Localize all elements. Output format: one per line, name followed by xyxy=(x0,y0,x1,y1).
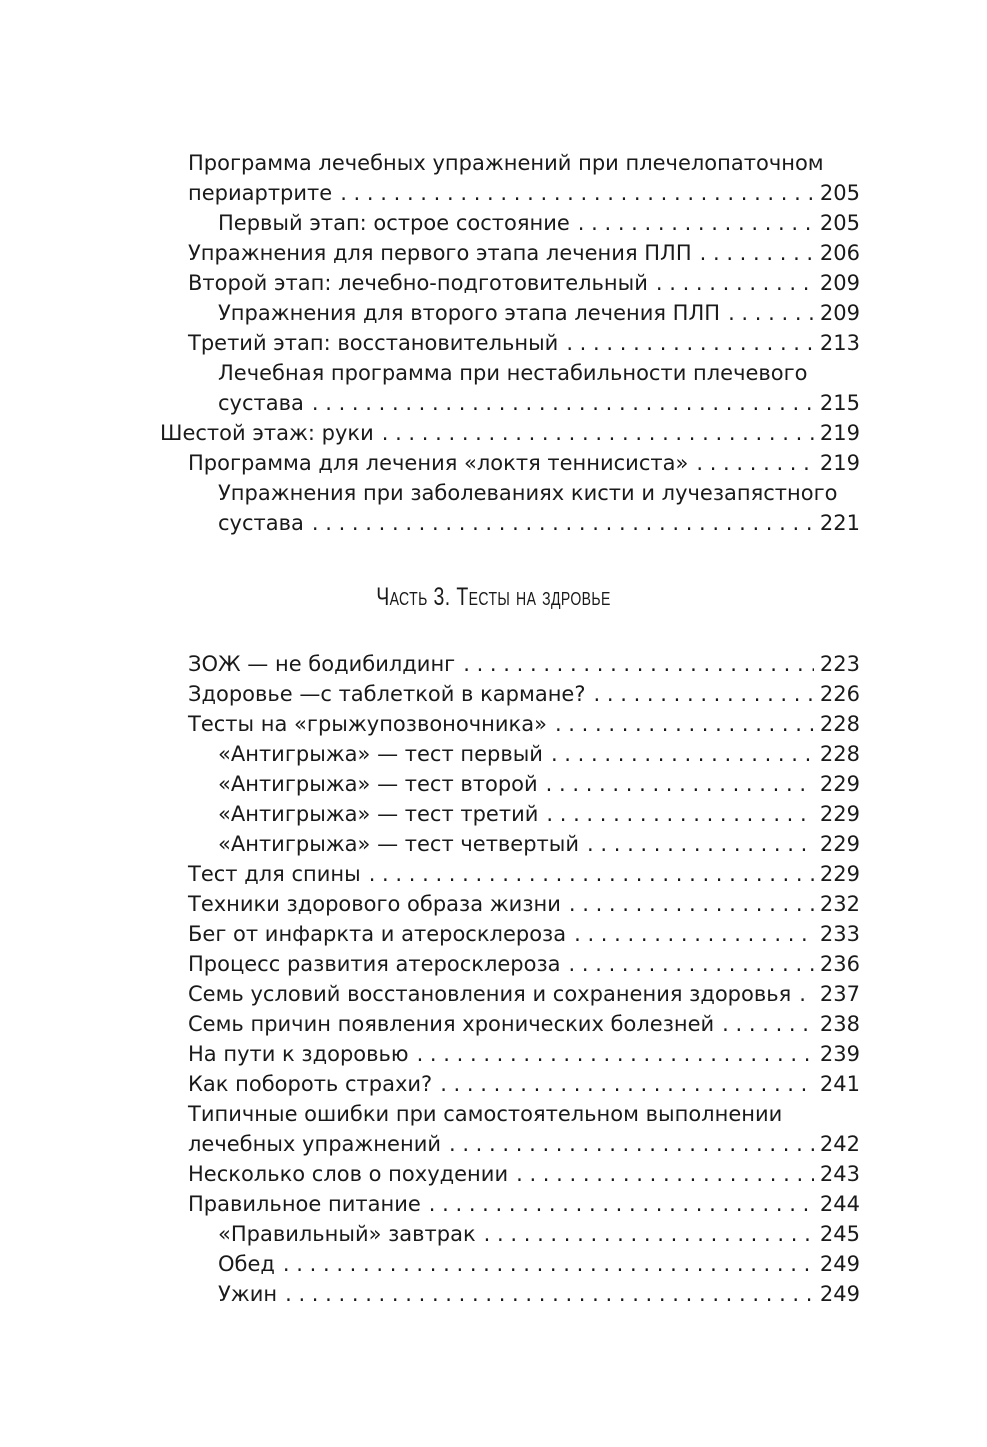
toc-entry-title: Упражнения для первого этапа лечения ПЛП xyxy=(188,241,692,265)
toc-entry xyxy=(160,418,860,448)
toc-entry-page-number: 223 xyxy=(819,652,860,676)
toc-section-bottom xyxy=(0,649,987,1309)
toc-entry-row xyxy=(188,1039,860,1069)
toc-entry-title: сустава xyxy=(218,391,304,415)
toc-entry-page-number: 215 xyxy=(819,391,860,415)
toc-entry-title: Процесс развития атеросклероза xyxy=(188,952,561,976)
toc-entry-page-number: 205 xyxy=(819,211,860,235)
toc-entry-row xyxy=(218,739,860,769)
toc-entry-title: Второй этап: лечебно-подготовительный xyxy=(188,271,648,295)
toc-entry xyxy=(188,148,860,208)
toc-entry-page-number: 245 xyxy=(819,1222,860,1246)
toc-entry-page-number: 249 xyxy=(819,1252,860,1276)
toc-entry xyxy=(188,1069,860,1099)
toc-entry-title: Третий этап: восстановительный xyxy=(188,331,559,355)
dot-leader xyxy=(587,829,814,859)
dot-leader xyxy=(656,268,814,298)
toc-entry xyxy=(218,1219,860,1249)
toc-entry-page-number: 209 xyxy=(819,301,860,325)
toc-entry-page-number: 205 xyxy=(819,181,860,205)
toc-entry-row xyxy=(188,178,860,208)
toc-entry-row xyxy=(188,1129,860,1159)
toc-entry-title: Ужин xyxy=(218,1282,278,1306)
toc-entry-page-number: 242 xyxy=(819,1132,860,1156)
toc-entry-page-number: 249 xyxy=(819,1282,860,1306)
dot-leader xyxy=(546,799,814,829)
dot-leader xyxy=(312,388,814,418)
toc-entry-row xyxy=(218,508,860,538)
toc-entry-row xyxy=(218,829,860,859)
toc-entry-row xyxy=(188,268,860,298)
toc-entry xyxy=(188,1159,860,1189)
toc-entry-title: Техники здорового образа жизни xyxy=(188,892,561,916)
toc-section-top xyxy=(0,148,987,538)
dot-leader xyxy=(463,649,814,679)
toc-entry-row xyxy=(188,859,860,889)
toc-entry xyxy=(188,889,860,919)
dot-leader xyxy=(283,1249,814,1279)
toc-entry-title: «Антигрыжа» — тест первый xyxy=(218,742,543,766)
toc-entry xyxy=(218,208,860,238)
toc-entry-row xyxy=(188,679,860,709)
toc-entry xyxy=(218,298,860,328)
toc-entry-row xyxy=(188,889,860,919)
toc-entry xyxy=(188,709,860,739)
dot-leader xyxy=(578,208,814,238)
toc-entry-page-number: 219 xyxy=(819,451,860,475)
toc-entry xyxy=(188,859,860,889)
toc-entry-page-number: 237 xyxy=(819,982,860,1006)
toc-entry-title-line: Программа лечебных упражнений при плечелопаточном xyxy=(188,151,824,175)
toc-entry-title: Семь причин появления хронических болезней xyxy=(188,1012,715,1036)
toc-entry-title: Тест для спины xyxy=(188,862,361,886)
toc-entry-title: Как побороть страхи? xyxy=(188,1072,433,1096)
dot-leader xyxy=(728,298,814,328)
toc-entry-row xyxy=(188,649,860,679)
toc-entry-title: Правильное питание xyxy=(188,1192,421,1216)
dot-leader xyxy=(722,1009,814,1039)
toc-entry-title: Программа для лечения «локтя теннисиста» xyxy=(188,451,689,475)
toc-entry-title: сустава xyxy=(218,511,304,535)
toc-entry-page-number: 241 xyxy=(819,1072,860,1096)
toc-entry xyxy=(188,1189,860,1219)
toc-entry-row xyxy=(188,979,860,1009)
dot-leader xyxy=(700,238,814,268)
toc-entry xyxy=(188,1099,860,1159)
toc-entry-row xyxy=(218,1249,860,1279)
toc-entry-page-number: 229 xyxy=(819,802,860,826)
toc-entry-row xyxy=(188,1159,860,1189)
dot-leader xyxy=(569,949,814,979)
toc-entry-title: периартрите xyxy=(188,181,333,205)
toc-entry-page-number: 232 xyxy=(819,892,860,916)
toc-entry-row xyxy=(188,919,860,949)
toc-entry-page-number: 213 xyxy=(819,331,860,355)
dot-leader xyxy=(440,1069,814,1099)
toc-entry xyxy=(188,238,860,268)
toc-entry xyxy=(218,829,860,859)
toc-entry-title: «Антигрыжа» — тест четвертый xyxy=(218,832,580,856)
dot-leader xyxy=(382,418,814,448)
toc-entry-title-line: Лечебная программа при нестабильности плечевого xyxy=(218,361,808,385)
dot-leader xyxy=(566,328,814,358)
toc-entry xyxy=(188,1009,860,1039)
toc-entry xyxy=(218,769,860,799)
toc-entry-page-number: 243 xyxy=(819,1162,860,1186)
toc-entry xyxy=(218,799,860,829)
toc-entry-page-number: 238 xyxy=(819,1012,860,1036)
dot-leader xyxy=(799,979,814,1009)
toc-entry-title: лечебных упражнений xyxy=(188,1132,441,1156)
toc-entry-page-number: 219 xyxy=(819,421,860,445)
dot-leader xyxy=(555,709,814,739)
dot-leader xyxy=(429,1189,814,1219)
dot-leader xyxy=(516,1159,814,1189)
toc-entry-page-number: 209 xyxy=(819,271,860,295)
toc-entry-row xyxy=(188,709,860,739)
toc-entry-row xyxy=(218,388,860,418)
toc-entry-page-number: 221 xyxy=(819,511,860,535)
dot-leader xyxy=(285,1279,814,1309)
toc-entry-page-number: 206 xyxy=(819,241,860,265)
toc-entry-row xyxy=(188,238,860,268)
toc-entry-page-number: 226 xyxy=(819,682,860,706)
toc-entry-page-number: 229 xyxy=(819,832,860,856)
toc-entry xyxy=(218,739,860,769)
toc-entry-row xyxy=(188,1069,860,1099)
dot-leader xyxy=(340,178,814,208)
dot-leader xyxy=(696,448,814,478)
toc-entry-row xyxy=(188,328,860,358)
toc-entry xyxy=(188,949,860,979)
toc-entry-page-number: 233 xyxy=(819,922,860,946)
toc-entry xyxy=(218,1279,860,1309)
toc-entry-page-number: 229 xyxy=(819,862,860,886)
toc-entry-title: Здоровье —с таблеткой в кармане? xyxy=(188,682,586,706)
toc-entry-title-line: Типичные ошибки при самостоятельном выполнении xyxy=(188,1102,783,1126)
toc-entry-title: Упражнения для второго этапа лечения ПЛП xyxy=(218,301,721,325)
part-heading: Часть 3. Тесты на здровье xyxy=(376,583,611,611)
dot-leader xyxy=(312,508,814,538)
toc-entry-title: Семь условий восстановления и сохранения здоровья xyxy=(188,982,792,1006)
toc-entry-page-number: 239 xyxy=(819,1042,860,1066)
toc-entry-title: Обед xyxy=(218,1252,275,1276)
toc-entry-page-number: 229 xyxy=(819,772,860,796)
toc-entry-row xyxy=(188,1009,860,1039)
toc-entry-row xyxy=(218,298,860,328)
toc-entry-page-number: 236 xyxy=(819,952,860,976)
dot-leader xyxy=(594,679,814,709)
dot-leader xyxy=(574,919,814,949)
toc-entry-title: На пути к здоровью xyxy=(188,1042,409,1066)
toc-entry xyxy=(188,268,860,298)
toc-entry-page-number: 228 xyxy=(819,712,860,736)
toc-entry-title: ЗОЖ — не бодибилдинг xyxy=(188,652,456,676)
toc-entry-row xyxy=(188,949,860,979)
dot-leader xyxy=(449,1129,814,1159)
toc-entry-title: Тесты на «грыжупозвоночника» xyxy=(188,712,547,736)
toc-entry-row xyxy=(188,1189,860,1219)
toc-entry xyxy=(218,358,860,418)
toc-entry-title: «Антигрыжа» — тест третий xyxy=(218,802,539,826)
toc-entry-row xyxy=(188,448,860,478)
toc-entry-page-number: 228 xyxy=(819,742,860,766)
toc-entry-page-number: 244 xyxy=(819,1192,860,1216)
dot-leader xyxy=(369,859,814,889)
dot-leader xyxy=(484,1219,814,1249)
toc-entry-title: «Антигрыжа» — тест второй xyxy=(218,772,538,796)
toc-entry-row xyxy=(160,418,860,448)
dot-leader xyxy=(551,739,814,769)
toc-entry-row xyxy=(218,208,860,238)
toc-entry-row xyxy=(218,1219,860,1249)
toc-entry-title: «Правильный» завтрак xyxy=(218,1222,476,1246)
toc-entry xyxy=(188,919,860,949)
toc-entry xyxy=(188,679,860,709)
toc-entry xyxy=(188,328,860,358)
toc-entry xyxy=(188,649,860,679)
toc-entry-row xyxy=(218,799,860,829)
toc-entry xyxy=(188,979,860,1009)
toc-entry xyxy=(218,478,860,538)
toc-entry xyxy=(218,1249,860,1279)
dot-leader xyxy=(569,889,814,919)
dot-leader xyxy=(546,769,814,799)
toc-entry-title: Бег от инфаркта и атеросклероза xyxy=(188,922,567,946)
toc-entry-title: Шестой этаж: руки xyxy=(160,421,374,445)
toc-entry-row xyxy=(218,769,860,799)
toc-entry-title-line: Упражнения при заболеваниях кисти и лучезапястного xyxy=(218,481,838,505)
toc-entry-title: Первый этап: острое состояние xyxy=(218,211,570,235)
dot-leader xyxy=(417,1039,814,1069)
toc-entry xyxy=(188,448,860,478)
toc-entry-row xyxy=(218,1279,860,1309)
toc-entry-title: Несколько слов о похудении xyxy=(188,1162,509,1186)
toc-entry xyxy=(188,1039,860,1069)
